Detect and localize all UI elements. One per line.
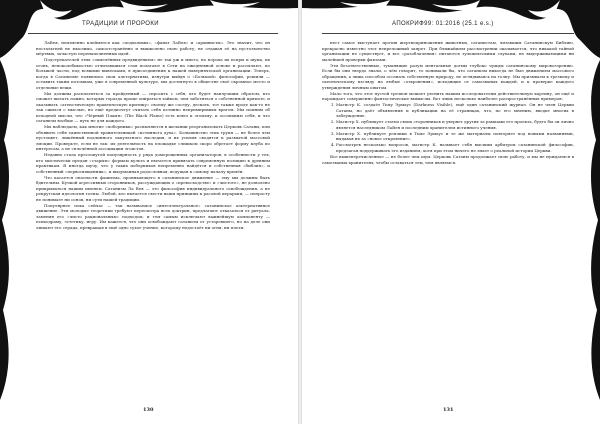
side-tribal-icon <box>0 60 14 400</box>
paragraph: Мы должны расплатиться за пройденный — спросить с себя, кто будет наилучшим образом, кто сможет шатать ложно, которых гораздо проще опираться тайком, чем заботиться о собственной прямоте, и оказывать «атеистическую практическую критику» своему же соседу, дескать, тот также вроде как-то не так сжился с мыслью, но ещё предпочтут считать себя истинно непримиримым врагом. Мы помним об исходной мысли, что «Чёрный Пламя» (The Black Flame) есть ключ к эгоизму, к осознанию себя, и что сатанизм вообще — путь не для каждого. <box>36 90 270 123</box>
paragraph: Подстрекателей этих «охмелённых предвидением» не так уж и много, но пороха их искры и шума, их огонь, непоколебимостью отчитавшихся слов полагают в Сети на ежедневной основе и рассылают, по большей части, под всякими вывесками, в присоединения к нашей наверняческой организации. Теперь, когда в Сатанизме появились свои альтернативы, изнутри выйдя о «Большой» философии, решили — оставить таким потомкам, уже в современной культуре, мы достигнуто в обществе своё скромное место и отдельные вещи. <box>36 57 270 90</box>
paragraph: Мы наблюдаем, как многие «поборники» распыляются в желании реорганизовать Церковь Сатаны, или объявить себя единственной хранительницей «истинного духа». Большинство этих групп — не более чем пустоцвет, лишённый подлинного оккультного наследия, и их усилия сводятся к размытой массовой эмоции. Проверьте, если не так: их деятельность на площадке слишком скоро обретает форму клуба по интересам, а не сплочённой ассоциации эгоистов. <box>36 124 270 151</box>
right-page <box>302 0 600 424</box>
list-item: 3. Магистр Х. публикует реплики в Тьме Эрмаус и те же материалы повторяет под новыми названиями, выдавая их за «новое откровение». <box>336 131 574 142</box>
running-header: ТРАДИЦИИ И ПРОРОКИ <box>82 21 159 27</box>
list-item: 1. Магистр К. создаёт Тьму Эрмаус (Darkness Visible), ещё один сатанинский журнал. Он не член Церкви Сатаны, но даёт объявления и публикации на её страницах, что, по его мнению, вводит многих в заблуждение. <box>336 102 574 119</box>
header-rule <box>322 33 574 34</box>
paragraph: нест самое выступает против жертвоприношения животных, сатанистам, читавшим Сатанинскую Библию, прекрасно известно этот непреложный запрет. При ближайшем рассмотрении оказывается, что никакой тайной организации не существует, и все «разоблачения» питаются тульпическими слухами, не выдерживающими ни малейшей проверки фактами. <box>322 40 574 62</box>
running-header: АПОКРИФ99: 01:2016 (25.1 e.s.) <box>392 21 494 27</box>
paragraph: Популярнее пока сейчас — так называемое «интеллектуальное» сатанинское альтернативное движение. Эти молодые теоретики требуют пересмотра всех доктрин, предлагают отказаться от ритуала, заменяя его «чисто рациональным» подходом, и тем самым исключают важнейшую компоненту — психодраму, эстетику, игру. Им кажется, что они освобождают сатанизм от устаревшего, но на деле они лишают его сердца, превращая в ещё одно сухое учение, которому недостаёт ни огня, ни плоти. <box>36 202 270 230</box>
left-page <box>0 0 298 424</box>
page-number: 130 <box>143 407 154 413</box>
right-page-body <box>322 40 574 166</box>
page-number: 131 <box>443 407 454 413</box>
paragraph: Эти безответственные, туманящие разум ментальные догмы глубоко чужды сатанинскому мировоззрению. Если бы они твердо знали, о чём говорят, то понимали бы, что сатанизм никогда не был движением массового обращения, а лишь способом осознать собственную природу, не оглядываясь на толпу. Мы призываем к трезвому и скептическому взгляду на любые «откровения», исходящие от самозваных вождей, и к проверке каждого утверждения личным опытом. <box>322 62 574 90</box>
paragraph: Все вышеперечисленное — не более чем шум. Церковь Сатаны продолжает свою работу, и мы не нуждаемся в самозваных хранителях, чтобы оставаться тем, чем являемся. <box>322 154 574 165</box>
paragraph: Недавно стала пресловутой популярность у ряда доморощенных организаторов, в особенности у тех, кто мистически предан «старым» формам культа и пытается привязать современную позицию к древним практикам. Я иногда шучу, что у таких поборников непременно найдётся и собственная «библия», и собственный «первосвященник», и выдуманная родословная, ведущая к самому началу времён. <box>36 152 270 174</box>
header-rule <box>28 33 278 34</box>
side-tribal-icon <box>586 60 600 400</box>
list-item: 2. Магистр Х. публикует статьи своих сторонников и уверяет других за рамками его проекта, будто бы он лично является наследником ЛаВея и последним хранителем истинного учения. <box>336 119 574 130</box>
paragraph: ЛаВея, неизменно клеймятся как «подхалимы», «фанат ЛаВея» и «архивисты». Это значит, что он ностальгией не мыслимо, самоотстранённо и вышколено свою работу, не отдавая её на пустозвонство мёртвых, зачастую перенаполненных идей. <box>36 40 270 56</box>
paragraph: Мало того, что этот пустой трезвон мешает уяснить нашим исследователям действительную картину, он ещё и порождает совершенно фантастические вымыслы. Вот лишь несколько наиболее распространённых примеров: <box>322 90 574 101</box>
right-page-side-ornament <box>586 60 600 400</box>
left-page-body <box>36 40 270 231</box>
list-item: 4. Рассмотрев несколько вопросов, магистр К. называет себя высшим арбитром сатанинской философии, предлагая поддерживать его изданием, хотя при этом ничего не знает о реальной истории Церкви. <box>336 142 574 153</box>
left-page-side-ornament <box>0 60 14 400</box>
paragraph: Что касается опасности фашизма, проникающего в сатанинское движение — ему мы должны быть бдительны. Кучкой агрессивных сторонников, рассуждающих о «превосходстве» и «чистоте», не дозволено прикрываться нашим именем. Сатанизм Ла Вея — это философия индивидуального освобождения, а не рекрутская идеология толпы. Любой, кто пытается свести наши принципы к расовой иерархии, — попросту не понимает ни основ, ни сути нашей традиции. <box>36 174 270 202</box>
numbered-list <box>322 102 574 153</box>
